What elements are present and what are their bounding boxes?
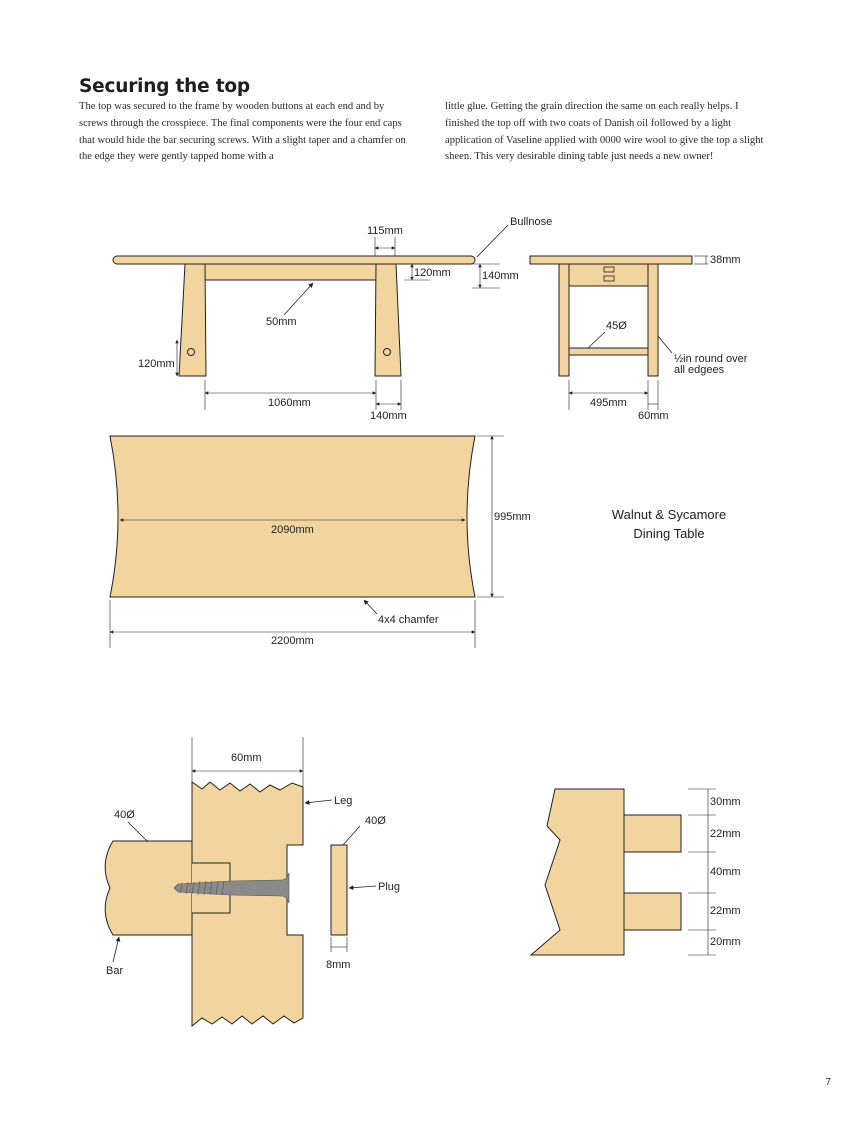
- dim-20mm: 20mm: [710, 936, 741, 948]
- drawing-title-line-2: Dining Table: [633, 526, 705, 541]
- right-leg: [375, 264, 401, 376]
- dim-30mm: 30mm: [710, 796, 741, 808]
- end-leg-left: [559, 264, 569, 376]
- note-round-over-2: all edgees: [674, 364, 725, 376]
- end-leg-right: [648, 264, 658, 376]
- dim-995mm: 995mm: [494, 511, 531, 523]
- dim-22mm-lower: 22mm: [710, 905, 741, 917]
- tenon-upper: [624, 815, 681, 852]
- dim-120mm-leg: 120mm: [138, 358, 175, 370]
- label-chamfer: 4x4 chamfer: [378, 614, 439, 626]
- front-rail: [205, 264, 377, 280]
- dim-2200mm: 2200mm: [271, 635, 314, 647]
- article-column-2: little glue. Getting the grain direction the same on each really helps. I finished the top off with two coats of Danish oil followed by a light application of Vaseline applied with 0000 wire wool to give the top a slight sheen. This very desirable dining table just needs a new owner!: [445, 101, 764, 163]
- dim-40mm: 40mm: [710, 866, 741, 878]
- drawing-title-line-1: Walnut & Sycamore: [611, 507, 727, 522]
- page-number: 7: [825, 1077, 831, 1088]
- dim-38mm: 38mm: [710, 254, 741, 266]
- dim-140mm-leg: 140mm: [370, 410, 407, 422]
- dim-40-dia-plug: 40Ø: [365, 815, 386, 827]
- tenon-body: [531, 789, 624, 955]
- end-stretcher: [569, 348, 648, 355]
- dim-495mm: 495mm: [590, 397, 627, 409]
- end-elevation: [530, 254, 748, 422]
- plan-view: [110, 436, 531, 648]
- dim-60mm-end: 60mm: [638, 410, 669, 422]
- note-round-over-1: ½in round over: [674, 353, 748, 365]
- dim-2090mm: 2090mm: [271, 524, 314, 536]
- dim-8mm: 8mm: [326, 959, 351, 971]
- label-bullnose: Bullnose: [510, 216, 553, 228]
- tenon-lower: [624, 893, 681, 930]
- tabletop-plan: [110, 436, 475, 597]
- end-tabletop: [530, 256, 692, 264]
- dim-50mm: 50mm: [266, 316, 297, 328]
- dim-120mm-rail: 120mm: [414, 267, 451, 279]
- left-leg: [179, 264, 206, 376]
- dim-1060mm: 1060mm: [268, 397, 311, 409]
- dim-115mm: 115mm: [367, 225, 403, 237]
- front-tabletop: [113, 256, 475, 264]
- dim-140mm-top: 140mm: [482, 270, 519, 282]
- tenon-detail: [531, 789, 741, 955]
- button-slot-2: [604, 276, 614, 281]
- label-plug: Plug: [378, 881, 401, 893]
- button-slot-1: [604, 267, 614, 272]
- dim-45-dia: 45Ø: [606, 320, 627, 332]
- front-elevation: [113, 216, 552, 422]
- label-leg: Leg: [334, 795, 353, 807]
- joint-detail: [105, 737, 400, 1026]
- label-bar: Bar: [106, 965, 124, 977]
- dim-60mm-leg: 60mm: [231, 752, 262, 764]
- plug: [331, 845, 347, 935]
- article-column-1: The top was secured to the frame by wooden buttons at each end and by screws through the crosspiece. The final components were the four end caps that would hide the bar securing screws. With a slight taper and a chamfer on the edge they were gently tapped home with a: [79, 101, 406, 163]
- dim-22mm-upper: 22mm: [710, 828, 741, 840]
- section-heading: Securing the top: [79, 76, 250, 97]
- dim-40-dia-bar: 40Ø: [114, 809, 135, 821]
